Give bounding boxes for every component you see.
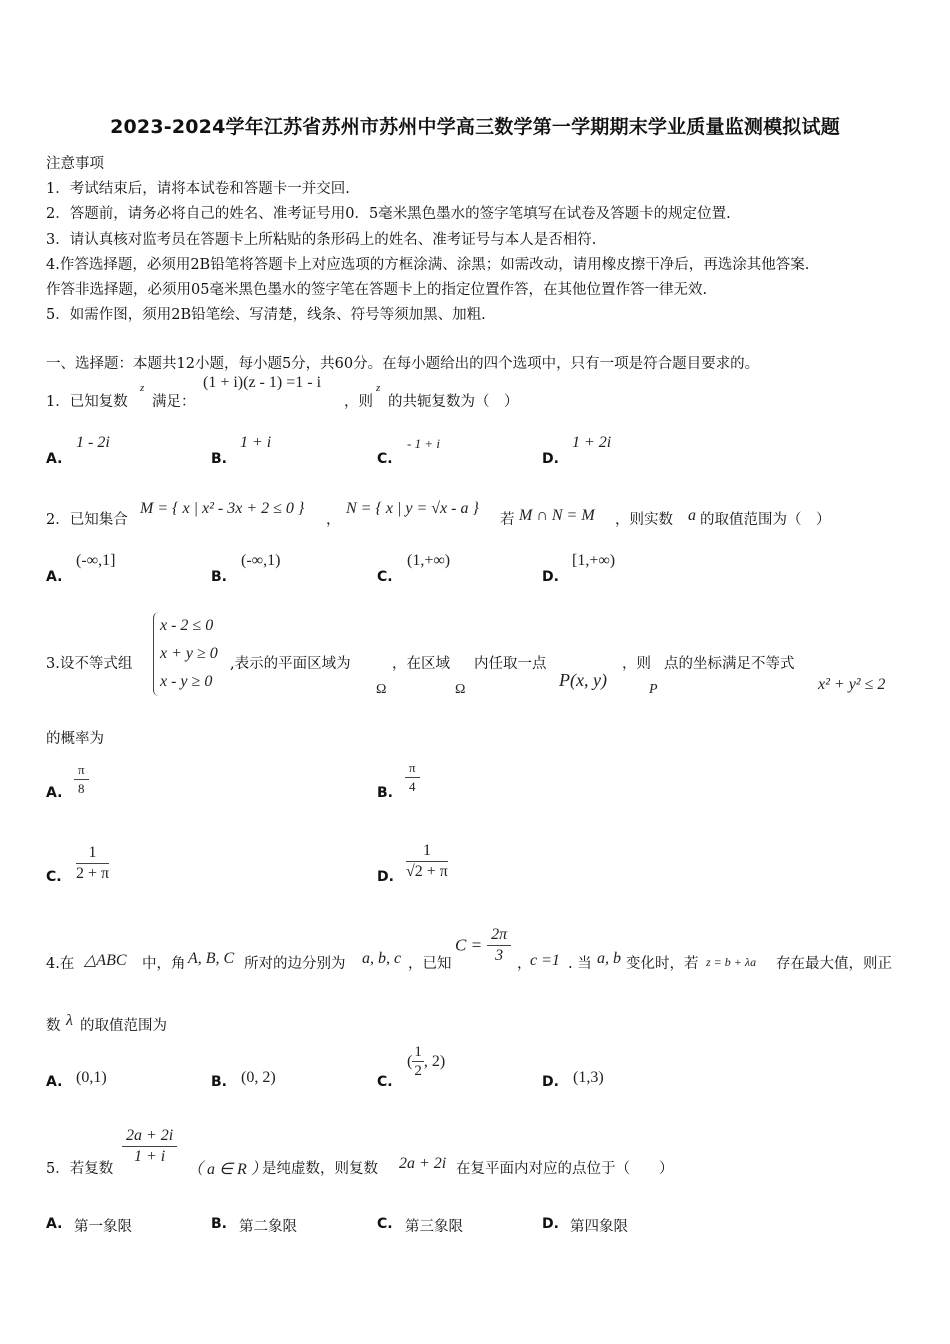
frac-den: 4 xyxy=(409,779,416,794)
q3-omega: Ω xyxy=(455,682,466,697)
option-label: A. xyxy=(46,569,63,585)
q5-text: 5．若复数 xyxy=(46,1161,114,1177)
frac-den: 2 xyxy=(414,1063,422,1079)
q3-option-c xyxy=(76,844,109,883)
q2-set-m: M = { x | x² - 3x + 2 ≤ 0 } xyxy=(140,500,305,517)
q4-text: 中，角 xyxy=(142,956,186,972)
q2-text: ， xyxy=(326,512,341,528)
q3-inequality: x² + y² ≤ 2 xyxy=(818,676,886,693)
q5-option-b: 第二象限 xyxy=(239,1219,297,1235)
q4-lambda: λ xyxy=(66,1012,73,1029)
q2-option-c: (1,+∞) xyxy=(407,552,451,569)
q3-option-b xyxy=(405,760,420,795)
q2-var: a xyxy=(688,507,696,524)
q4-option-d: (1,3) xyxy=(573,1069,604,1086)
q3-text: 内任取一点 xyxy=(474,656,547,672)
q3-inequality-system xyxy=(153,612,218,696)
option-label: C. xyxy=(377,1074,393,1090)
option-label: C. xyxy=(377,569,393,585)
option-label: D. xyxy=(377,869,394,885)
notice-item: 2．答题前，请务必将自己的姓名、准考证号用0．5毫米黑色墨水的签字笔填写在试卷及答题卡的规定位置. xyxy=(46,206,731,222)
option-label: C. xyxy=(46,869,62,885)
q4-angle-c xyxy=(455,926,511,965)
q4-side-c: c =1 xyxy=(530,952,560,969)
q4-text: 数 xyxy=(46,1018,61,1034)
option-label: D. xyxy=(542,569,559,585)
q4-ab: a, b xyxy=(597,950,621,967)
q3-point-var: P xyxy=(649,682,658,697)
frac-den: √2 + π xyxy=(406,863,448,880)
frac-num: π xyxy=(74,762,89,780)
q5-fraction xyxy=(122,1127,177,1166)
q2-condition: M ∩ N = M xyxy=(519,507,595,524)
option-label: D. xyxy=(542,1216,559,1232)
q2-option-d: [1,+∞) xyxy=(572,552,616,569)
q4-sides: a, b, c xyxy=(362,950,402,967)
q2-set-n: N = { x | y = √x - a } xyxy=(346,500,479,517)
q1-text: 满足： xyxy=(152,394,196,410)
q2-option-b: (-∞,1) xyxy=(241,552,281,569)
frac-den: 2 + π xyxy=(76,865,110,882)
option-label: D. xyxy=(542,1074,559,1090)
notice-item: 4.作答选择题，必须用2B铅笔将答题卡上对应选项的方框涂满、涂黑；如需改动，请用橡皮擦干净后，再选涂其他答案. xyxy=(46,257,810,273)
q5-option-c: 第三象限 xyxy=(405,1219,463,1235)
option-label: C. xyxy=(377,1216,393,1232)
notice-item: 作答非选择题，必须用05毫米黑色墨水的签字笔在答题卡上的指定位置作答，在其他位置作答一律无效. xyxy=(46,282,708,298)
frac-den: 1 + i xyxy=(134,1148,166,1165)
q2-text: 若 xyxy=(500,512,515,528)
option-label: B. xyxy=(211,569,227,585)
q1-text: 的共轭复数为（ ） xyxy=(388,394,519,410)
q1-option-d: 1 + 2i xyxy=(572,434,612,451)
q1-option-c: - 1 + i xyxy=(407,436,440,451)
q3-text: 点的坐标满足不等式 xyxy=(664,656,795,672)
section-heading: 一、选择题：本题共12小题，每小题5分，共60分。在每小题给出的四个选项中，只有一项是符合题目要求的。 xyxy=(46,356,760,372)
page-title: 2023-2024学年江苏省苏州市苏州中学高三数学第一学期期末学业质量监测模拟试题 xyxy=(110,116,840,138)
q4-option-c xyxy=(407,1044,445,1080)
q3-text: ，在区域 xyxy=(392,656,450,672)
paren: , 2) xyxy=(423,1053,446,1070)
q1-option-a: 1 - 2i xyxy=(76,434,110,451)
q3-text: ，则 xyxy=(622,656,651,672)
notice-item: 3．请认真核对监考员在答题卡上所粘贴的条形码上的姓名、准考证号与本人是否相符. xyxy=(46,232,597,248)
q4-text: ，已知 xyxy=(408,956,452,972)
q4-option-b: (0, 2) xyxy=(241,1069,276,1086)
q4-text: 变化时，若 xyxy=(626,956,699,972)
q5-expr: 2a + 2i xyxy=(399,1155,447,1172)
q1-text: 1．已知复数 xyxy=(46,394,128,410)
q4-text: ， xyxy=(517,956,532,972)
option-label: A. xyxy=(46,451,63,467)
q3-point: P(x, y) xyxy=(559,670,607,690)
q5-text: 在复平面内对应的点位于（ ） xyxy=(456,1161,674,1177)
q4-option-a: (0,1) xyxy=(76,1069,107,1086)
q1-z: z xyxy=(140,382,145,394)
notice-item: 5．如需作图，须用2B铅笔绘、写清楚，线条、符号等须加黑、加粗. xyxy=(46,307,486,323)
notice-heading: 注意事项 xyxy=(46,156,104,172)
q3-text: 的概率为 xyxy=(46,731,104,747)
q4-text: 所对的边分别为 xyxy=(244,956,346,972)
frac-den: 8 xyxy=(78,781,85,796)
q1-text: ，则 xyxy=(344,394,373,410)
q4-z-expr: z = b + λa xyxy=(706,955,757,969)
option-label: A. xyxy=(46,1074,63,1090)
q4-angles: A, B, C xyxy=(188,950,235,967)
q3-ineq-1: x - 2 ≤ 0 xyxy=(160,617,214,634)
frac-num: 1 xyxy=(76,844,109,864)
q5-text: 是纯虚数，则复数 xyxy=(262,1161,378,1177)
option-label: A. xyxy=(46,785,63,801)
q3-text: ,表示的平面区域为 xyxy=(230,656,351,672)
frac-num: π xyxy=(405,760,420,778)
notice-item: 1．考试结束后，请将本试卷和答题卡一并交回. xyxy=(46,181,350,197)
frac-num: 1 xyxy=(406,842,448,862)
q3-text: 3.设不等式组 xyxy=(46,656,133,672)
q2-text: ，则实数 xyxy=(615,512,673,528)
q4-text: 4.在 xyxy=(46,956,75,972)
q4-triangle: △ABC xyxy=(84,952,127,969)
q5-condition: （ a ∈ R ） xyxy=(187,1161,267,1178)
q1-equation: (1 + i)(z - 1) =1 - i xyxy=(203,374,322,391)
option-label: B. xyxy=(377,785,393,801)
paren: ( xyxy=(407,1053,413,1070)
q4-c-label: C = xyxy=(455,935,483,955)
q4-text: 存在最大值，则正 xyxy=(776,956,892,972)
q2-text: 2．已知集合 xyxy=(46,512,128,528)
q2-text: 的取值范围为（ ） xyxy=(700,512,831,528)
q5-option-d: 第四象限 xyxy=(570,1219,628,1235)
q3-option-a xyxy=(74,762,89,797)
q3-omega: Ω xyxy=(376,682,387,697)
frac-num: 2a + 2i xyxy=(122,1127,177,1147)
q3-option-d xyxy=(406,842,448,881)
q5-option-a: 第一象限 xyxy=(74,1219,132,1235)
frac-num: 2π xyxy=(487,926,511,946)
q1-option-b: 1 + i xyxy=(240,434,272,451)
q2-option-a: (-∞,1] xyxy=(76,552,116,569)
option-label: A. xyxy=(46,1216,63,1232)
q1-z: z xyxy=(376,382,381,394)
option-label: B. xyxy=(211,1074,227,1090)
q3-ineq-3: x - y ≥ 0 xyxy=(160,673,213,690)
q3-ineq-2: x + y ≥ 0 xyxy=(160,645,218,662)
frac-num: 1 xyxy=(414,1044,422,1060)
option-label: B. xyxy=(211,1216,227,1232)
q4-text: 的取值范围为 xyxy=(80,1018,167,1034)
frac-den: 3 xyxy=(495,947,504,964)
option-label: C. xyxy=(377,451,393,467)
option-label: D. xyxy=(542,451,559,467)
option-label: B. xyxy=(211,451,227,467)
q4-text: . 当 xyxy=(568,956,592,972)
